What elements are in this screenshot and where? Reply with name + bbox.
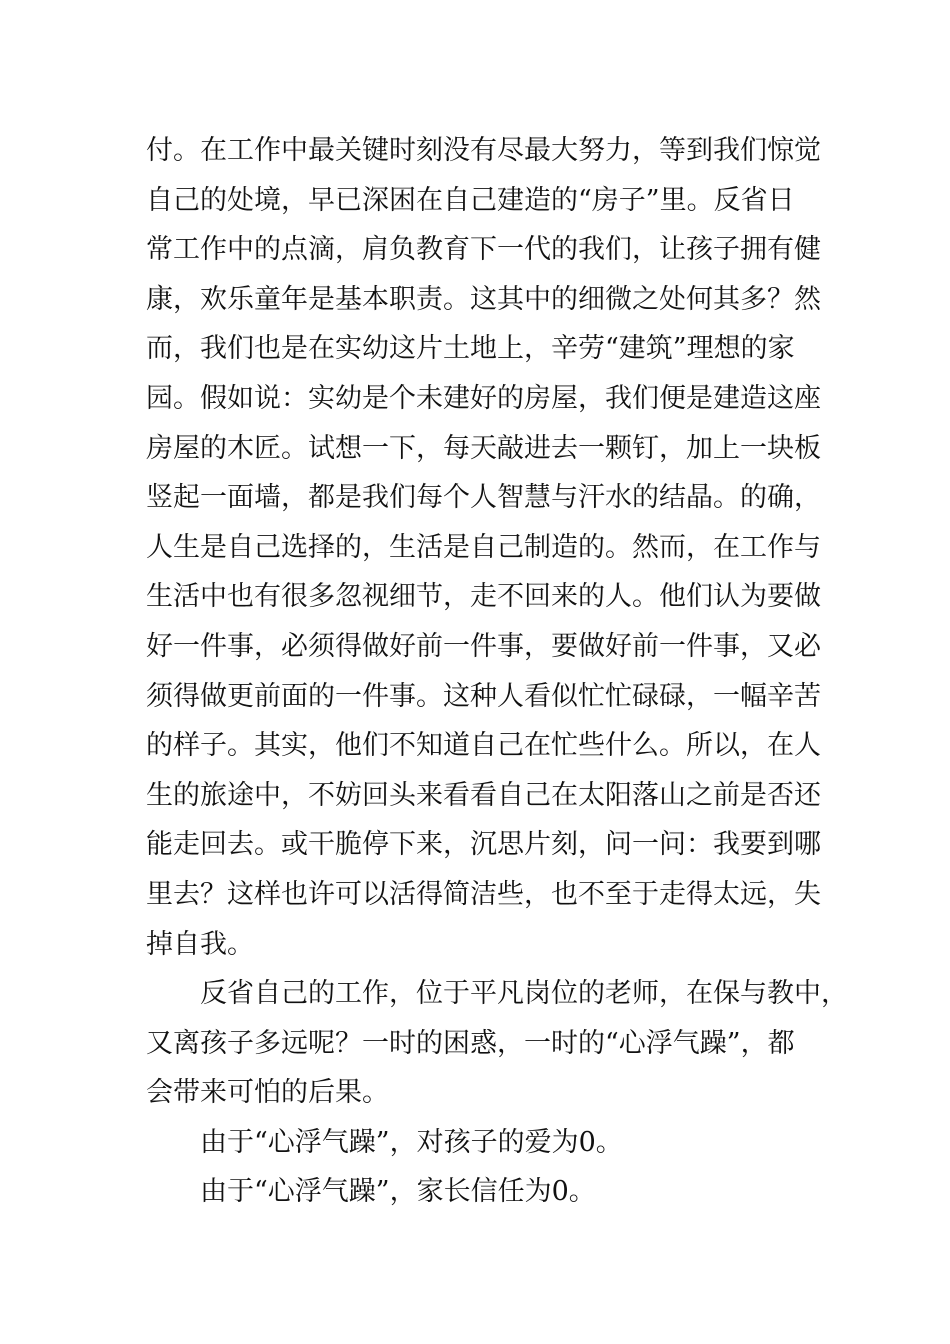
text-line: 园。假如说：实幼是个未建好的房屋，我们便是建造这座 — [146, 382, 821, 414]
text-line: 自己的处境，早已深困在自己建造的“房子”里。反省日 — [146, 184, 795, 216]
text-line: 由于“心浮气躁”，对孩子的爱为0。 — [200, 1126, 623, 1158]
text-line: 房屋的木匠。试想一下，每天敲进去一颗钉，加上一块板 — [146, 432, 821, 464]
text-line: 付。在工作中最关键时刻没有尽最大努力，等到我们惊觉 — [146, 135, 821, 166]
text-line: 反省自己的工作，位于平凡岗位的老师，在保与教中， — [200, 978, 848, 1010]
text-line: 的样子。其实，他们不知道自己在忙些什么。所以，在人 — [146, 730, 821, 762]
text-line: 好一件事，必须得做好前一件事，要做好前一件事，又必 — [146, 630, 821, 662]
text-line: 竖起一面墙，都是我们每个人智慧与汗水的结晶。的确， — [146, 482, 821, 514]
text-line: 会带来可怕的后果。 — [146, 1077, 389, 1109]
paragraph-2 — [146, 969, 848, 1118]
paragraph-4 — [146, 1167, 836, 1217]
document-body — [146, 126, 848, 1217]
text-line: 又离孩子多远呢？一时的困惑，一时的“心浮气躁”，都 — [146, 1027, 795, 1059]
text-line: 能走回去。或干脆停下来，沉思片刻，问一问：我要到哪 — [146, 829, 821, 861]
text-line: 人生是自己选择的，生活是自己制造的。然而，在工作与 — [146, 531, 821, 563]
text-line: 生活中也有很多忽视细节，走不回来的人。他们认为要做 — [146, 581, 821, 613]
text-line: 掉自我。 — [146, 928, 254, 960]
text-line: 里去？这样也许可以活得简洁些，也不至于走得太远，失 — [146, 878, 821, 910]
text-line: 生的旅途中，不妨回头来看看自己在太阳落山之前是否还 — [146, 779, 821, 811]
text-line: 康，欢乐童年是基本职责。这其中的细微之处何其多？然 — [146, 283, 821, 315]
text-line: 由于“心浮气躁”，家长信任为0。 — [200, 1176, 596, 1208]
paragraph-3 — [146, 1118, 836, 1168]
text-line: 须得做更前面的一件事。这种人看似忙忙碌碌，一幅辛苦 — [146, 680, 821, 712]
text-line: 常工作中的点滴，肩负教育下一代的我们，让孩子拥有健 — [146, 234, 821, 266]
text-line: 而，我们也是在实幼这片土地上，辛劳“建筑”理想的家 — [146, 333, 795, 365]
paragraph-1 — [146, 126, 836, 969]
